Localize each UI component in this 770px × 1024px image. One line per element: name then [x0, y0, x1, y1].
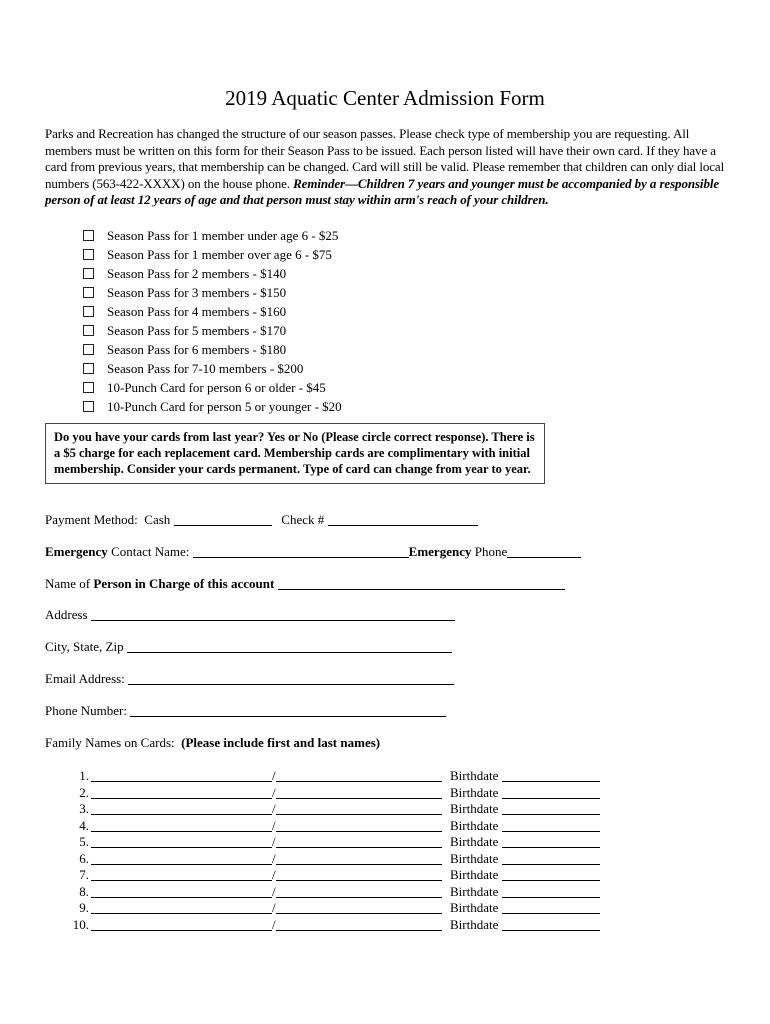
birthdate-label: Birthdate — [450, 883, 499, 899]
family-label: Family Names on Cards: — [45, 735, 175, 750]
first-name-field[interactable] — [91, 834, 272, 848]
option-item — [83, 397, 342, 416]
phone-row — [45, 703, 446, 719]
last-name-field[interactable] — [276, 768, 442, 782]
payment-label: Payment Method: — [45, 512, 138, 527]
family-row: 7. / Birthdate — [62, 867, 600, 884]
cash-label: Cash — [144, 512, 171, 527]
emergency-phone-field[interactable] — [507, 544, 581, 558]
option-item — [83, 359, 342, 378]
checkbox[interactable] — [83, 363, 94, 374]
last-name-field[interactable] — [276, 851, 442, 865]
birthdate-label: Birthdate — [450, 867, 499, 882]
person-in-charge-label: Person in Charge of this account — [93, 576, 275, 591]
person-in-charge-field[interactable] — [278, 576, 565, 590]
checkbox[interactable] — [83, 287, 94, 298]
birthdate-field[interactable] — [502, 768, 600, 782]
emergency-bold: Emergency — [45, 544, 108, 559]
email-label: Email Address: — [45, 671, 125, 686]
row-number: 8. — [79, 883, 89, 899]
last-name-field[interactable] — [276, 884, 442, 898]
row-number: 6. — [79, 850, 89, 866]
family-row: 8. / Birthdate — [62, 884, 600, 901]
last-name-field[interactable] — [276, 785, 442, 799]
first-name-field[interactable] — [91, 884, 272, 898]
name-of-label: Name of — [45, 576, 94, 591]
option-label: Season Pass for 2 members - $140 — [107, 266, 287, 281]
family-row: 10. / Birthdate — [62, 917, 600, 934]
emergency-contact-row — [45, 544, 581, 560]
payment-method-row — [45, 512, 478, 528]
row-number: 9. — [79, 900, 89, 915]
email-row — [45, 671, 454, 687]
checkbox[interactable] — [83, 306, 94, 317]
birthdate-label: Birthdate — [450, 801, 499, 816]
birthdate-label: Birthdate — [450, 834, 499, 849]
row-number: 7. — [79, 867, 89, 882]
birthdate-field[interactable] — [502, 884, 600, 898]
address-label: Address — [45, 607, 88, 622]
last-name-field[interactable] — [276, 801, 442, 815]
family-row: 1. / Birthdate — [62, 768, 600, 785]
option-item — [83, 283, 342, 302]
first-name-field[interactable] — [91, 818, 272, 832]
cash-field[interactable] — [174, 512, 272, 526]
birthdate-field[interactable] — [502, 900, 600, 914]
family-names-list — [62, 768, 600, 933]
birthdate-label: Birthdate — [450, 784, 499, 800]
phone-number-label: Phone Number: — [45, 703, 127, 718]
intro-paragraph — [45, 126, 725, 209]
family-row: 5. / Birthdate — [62, 834, 600, 851]
first-name-field[interactable] — [91, 851, 272, 865]
option-item — [83, 321, 342, 340]
last-name-field[interactable] — [276, 834, 442, 848]
checkbox[interactable] — [83, 268, 94, 279]
address-row — [45, 607, 455, 623]
person-in-charge-row — [45, 576, 565, 592]
checkbox[interactable] — [83, 325, 94, 336]
birthdate-label: Birthdate — [450, 916, 499, 932]
family-row: 9. / Birthdate — [62, 900, 600, 917]
first-name-field[interactable] — [91, 867, 272, 881]
row-number: 1. — [79, 768, 89, 783]
birthdate-field[interactable] — [502, 785, 600, 799]
first-name-field[interactable] — [91, 801, 272, 815]
birthdate-field[interactable] — [502, 818, 600, 832]
membership-options — [83, 226, 342, 416]
birthdate-label: Birthdate — [450, 817, 499, 833]
first-name-field[interactable] — [91, 900, 272, 914]
option-item — [83, 340, 342, 359]
email-field[interactable] — [128, 671, 454, 685]
option-label: Season Pass for 4 members - $160 — [107, 304, 287, 319]
family-names-heading — [45, 735, 380, 751]
option-label: 10-Punch Card for person 5 or younger - $20 — [107, 399, 342, 414]
emergency-bold: Emergency — [408, 544, 472, 559]
first-name-field[interactable] — [91, 785, 272, 799]
last-name-field[interactable] — [276, 917, 442, 931]
option-item — [83, 226, 342, 245]
last-name-field[interactable] — [276, 818, 442, 832]
reminder-text: Reminder—Children 7 years and younger must be accompanied by a responsible person of at least 12 years of age and that person must stay within arm's reach of your children. — [45, 175, 720, 207]
birthdate-label: Birthdate — [450, 768, 499, 783]
option-label: Season Pass for 1 member over age 6 - $75 — [107, 247, 332, 262]
option-label: Season Pass for 6 members - $180 — [107, 342, 287, 357]
row-number: 5. — [79, 834, 89, 849]
birthdate-field[interactable] — [502, 834, 600, 848]
birthdate-field[interactable] — [502, 867, 600, 881]
birthdate-field[interactable] — [502, 917, 600, 931]
option-item — [83, 378, 342, 397]
checkbox[interactable] — [83, 230, 94, 241]
family-row: 4. / Birthdate — [62, 818, 600, 835]
intro-text: Parks and Recreation has changed the structure of our season passes. Please check type of membership you are requesting. All members must be written on this form for their Season Pass to be issued. Each person listed will have their own card. If they have a card from previous years, that membership can be changed. Card will still be valid. Please remember that children can only dial local numbers (563-422-XXXX) on the house phone. — [45, 126, 725, 191]
option-item — [83, 302, 342, 321]
family-instruction: (Please include first and last names) — [181, 735, 381, 750]
option-item — [83, 264, 342, 283]
address-field[interactable] — [91, 607, 455, 621]
option-label: Season Pass for 3 members - $150 — [107, 285, 287, 300]
family-row: 6. / Birthdate — [62, 851, 600, 868]
city-state-zip-row — [45, 639, 452, 655]
city-label: City, State, Zip — [45, 639, 124, 654]
option-label: 10-Punch Card for person 6 or older - $45 — [107, 380, 326, 395]
replacement-card-notice: Do you have your cards from last year? Yes or No (Please circle correct response). There is a $5 charge for each replacement card. Membership cards are complimentary with initial membership. Consider your cards permanent. Type of card can change from year to year. — [45, 423, 545, 484]
birthdate-label: Birthdate — [450, 900, 499, 915]
row-number: 10. — [72, 916, 89, 932]
emergency-name-field[interactable] — [193, 544, 409, 558]
form-title: 2019 Aquatic Center Admission Form — [225, 86, 545, 110]
option-item — [83, 245, 342, 264]
checkbox[interactable] — [83, 344, 94, 355]
option-label: Season Pass for 5 members - $170 — [107, 323, 287, 338]
family-row: 2. / Birthdate — [62, 785, 600, 802]
check-number-field[interactable] — [328, 512, 478, 526]
city-state-zip-field[interactable] — [127, 639, 452, 653]
checkbox[interactable] — [83, 401, 94, 412]
row-number: 4. — [79, 817, 89, 833]
checkbox[interactable] — [83, 249, 94, 260]
check-label: Check # — [281, 512, 325, 527]
contact-name-label: Contact Name: — [107, 544, 193, 559]
birthdate-field[interactable] — [502, 801, 600, 815]
option-label: Season Pass for 7-10 members - $200 — [107, 361, 304, 376]
last-name-field[interactable] — [276, 867, 442, 881]
checkbox[interactable] — [83, 382, 94, 393]
row-number: 2. — [79, 784, 89, 800]
last-name-field[interactable] — [276, 900, 442, 914]
row-number: 3. — [79, 801, 89, 816]
phone-label: Phone — [471, 544, 508, 559]
first-name-field[interactable] — [91, 768, 272, 782]
birthdate-label: Birthdate — [450, 850, 499, 866]
first-name-field[interactable] — [91, 917, 272, 931]
phone-number-field[interactable] — [130, 703, 446, 717]
option-label: Season Pass for 1 member under age 6 - $25 — [107, 228, 339, 243]
family-row: 3. / Birthdate — [62, 801, 600, 818]
birthdate-field[interactable] — [502, 851, 600, 865]
